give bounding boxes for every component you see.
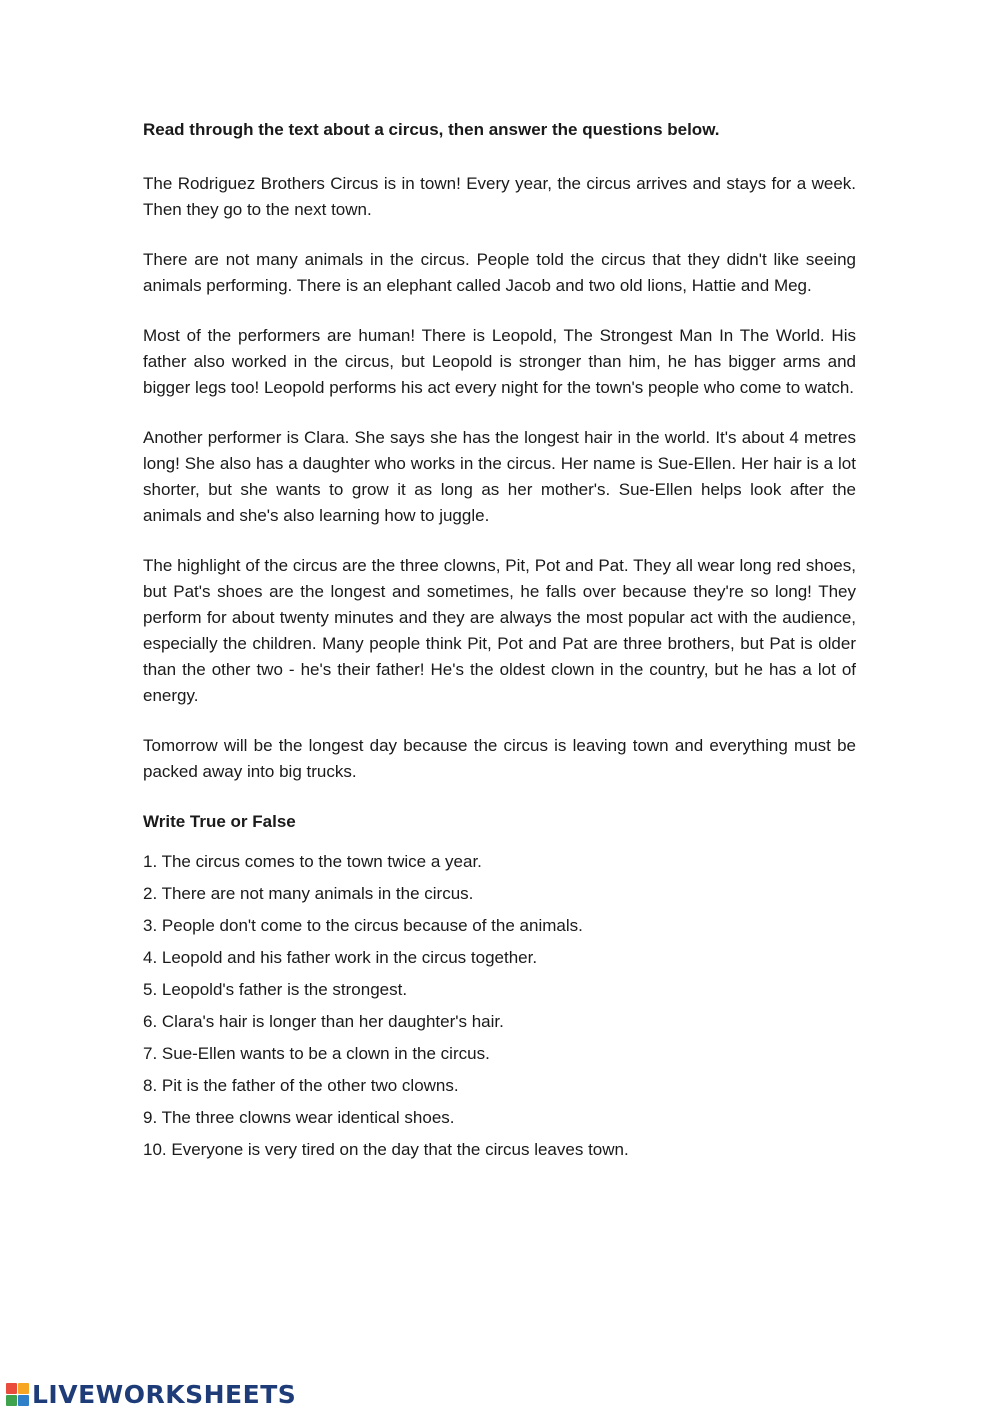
paragraph: The highlight of the circus are the three clowns, Pit, Pot and Pat. They all wear long red shoes, but Pat's shoes are the longest and sometimes, he falls over because they're so long! They perform for about twenty minutes and they are always the most popular act with the audience, especially the children. Many people think Pit, Pot and Pat are three brothers, but Pat is older than the other two - he's their father! He's the oldest clown in the country, but he has a lot of energy. [143,556,856,705]
section-heading: Write True or False [143,812,296,831]
liveworksheets-logo [6,1378,296,1410]
question-item: 9. The three clowns wear identical shoes. [143,1108,455,1127]
question-item: 1. The circus comes to the town twice a year. [143,852,482,871]
paragraph: Tomorrow will be the longest day because the circus is leaving town and everything must be packed away into big trucks. [143,736,856,781]
logo-text: LIVEWORKSHEETS [32,1379,297,1409]
liveworksheets-blocks-icon [6,1383,29,1406]
logo-block [18,1383,29,1394]
instruction-text: Read through the text about a circus, then answer the questions below. [143,120,720,139]
question-item: 2. There are not many animals in the circus. [143,884,474,903]
question-item: 8. Pit is the father of the other two clowns. [143,1076,459,1095]
logo-block [6,1395,17,1406]
paragraph: Another performer is Clara. She says she has the longest hair in the world. It's about 4 metres long! She also has a daughter who works in the circus. Her name is Sue-Ellen. Her hair is a lot shorter, but she wants to grow it as long as her mother's. Sue-Ellen helps look after the animals and she's also learning how to juggle. [143,428,856,525]
question-item: 6. Clara's hair is longer than her daughter's hair. [143,1012,504,1031]
logo-block [18,1395,29,1406]
paragraph: There are not many animals in the circus. People told the circus that they didn't like seeing animals performing. There is an elephant called Jacob and two old lions, Hattie and Meg. [143,250,856,295]
question-item: 3. People don't come to the circus because of the animals. [143,916,583,935]
logo-block [6,1383,17,1394]
question-list [143,849,856,1169]
paragraph: The Rodriguez Brothers Circus is in town! Every year, the circus arrives and stays for a week. Then they go to the next town. [143,174,856,219]
paragraph: Most of the performers are human! There is Leopold, The Strongest Man In The World. His father also worked in the circus, but Leopold is stronger than him, he has bigger arms and bigger legs too! Leopold performs his act every night for the town's people who come to watch. [143,326,856,397]
worksheet [143,117,856,1169]
question-item: 7. Sue-Ellen wants to be a clown in the circus. [143,1044,490,1063]
question-item: 10. Everyone is very tired on the day that the circus leaves town. [143,1140,629,1159]
question-item: 5. Leopold's father is the strongest. [143,980,408,999]
question-item: 4. Leopold and his father work in the circus together. [143,948,538,967]
